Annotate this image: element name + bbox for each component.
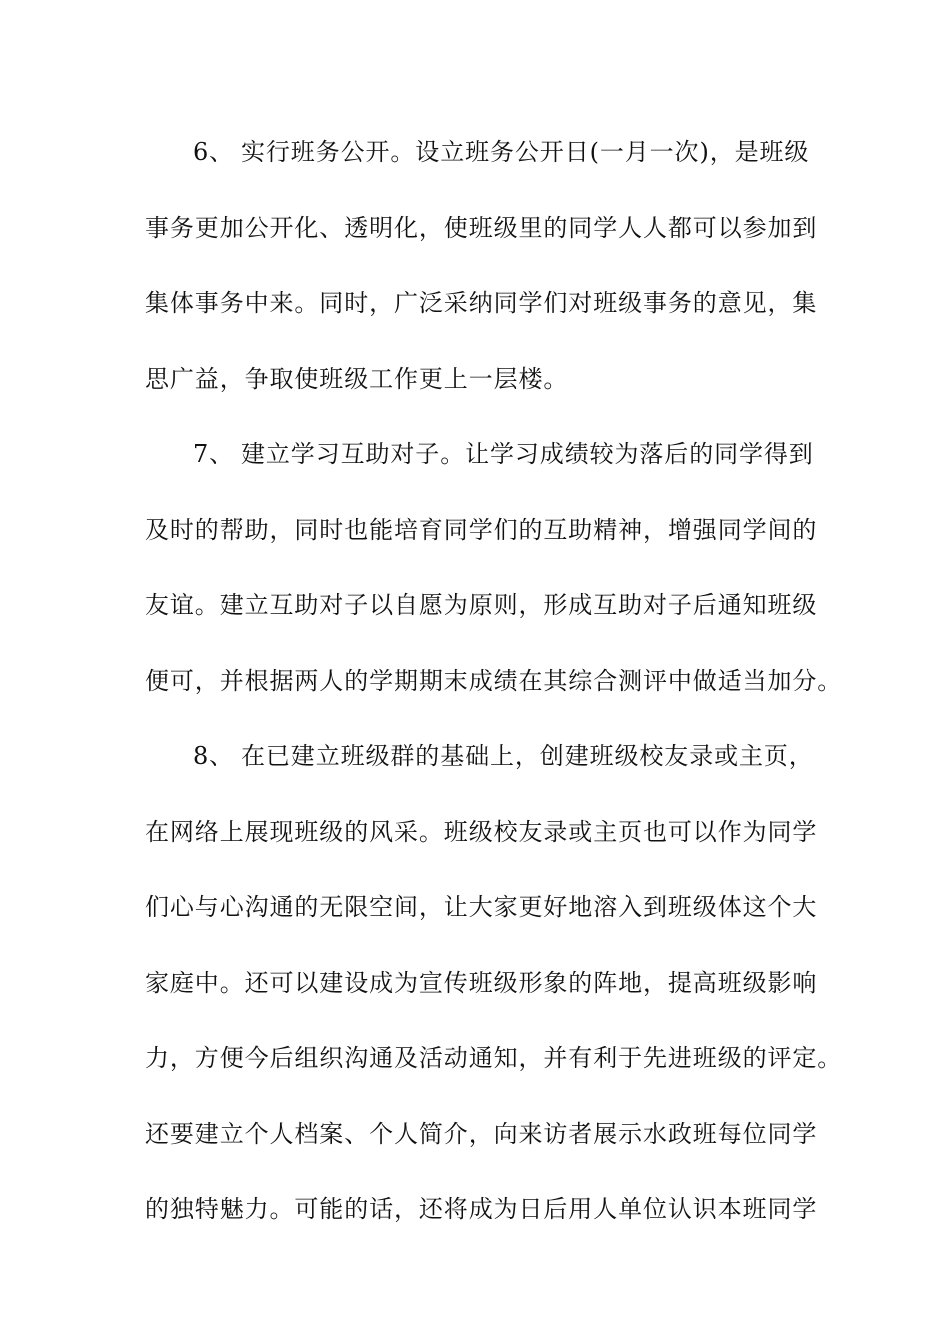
paragraph-7-line-2: 及时的帮助，同时也能培育同学们的互助精神，增强同学间的 [145, 515, 818, 544]
line-text: 实行班务公开。设立班务公开日(一月一次)，是班级 [241, 138, 810, 166]
paragraph-7 [145, 430, 843, 732]
paragraph-7-line-4: 便可，并根据两人的学期期末成绩在其综合测评中做适当加分。 [145, 666, 843, 695]
paragraph-6-line-3: 集体事务中来。同时，广泛采纳同学们对班级事务的意见，集 [145, 289, 818, 317]
paragraph-6-line-4: 思广益，争取使班级工作更上一层楼。 [145, 364, 569, 393]
item-number: 6、 [193, 138, 235, 166]
document-body [145, 128, 843, 1261]
paragraph-7-line-3: 友谊。建立互助对子以自愿为原则，形成互助对子后通知班级 [145, 591, 818, 619]
item-number: 8、 [193, 742, 235, 770]
paragraph-8-line-1 [145, 732, 814, 808]
paragraph-6 [145, 128, 818, 430]
paragraph-8-line-2: 在网络上展现班级的风采。班级校友录或主页也可以作为同学 [145, 817, 818, 846]
line-text: 在已建立班级群的基础上，创建班级校友录或主页， [241, 742, 814, 770]
paragraph-7-line-1 [145, 430, 814, 506]
paragraph-8-line-6: 还要建立个人档案、个人简介，向来访者展示水政班每位同学 [145, 1119, 818, 1148]
paragraph-8 [145, 732, 843, 1261]
paragraph-8-line-4: 家庭中。还可以建设成为宣传班级形象的阵地，提高班级影响 [145, 968, 818, 997]
paragraph-6-line-1 [145, 128, 810, 204]
paragraph-8-line-5: 力，方便今后组织沟通及活动通知，并有利于先进班级的评定。 [145, 1044, 843, 1072]
paragraph-8-line-3: 们心与心沟通的无限空间，让大家更好地溶入到班级体这个大 [145, 893, 818, 921]
line-text: 建立学习互助对子。让学习成绩较为落后的同学得到 [241, 440, 814, 468]
paragraph-8-line-7: 的独特魅力。可能的话，还将成为日后用人单位认识本班同学 [145, 1195, 818, 1223]
item-number: 7、 [193, 440, 235, 468]
paragraph-6-line-2: 事务更加公开化、透明化，使班级里的同学人人都可以参加到 [145, 213, 818, 242]
